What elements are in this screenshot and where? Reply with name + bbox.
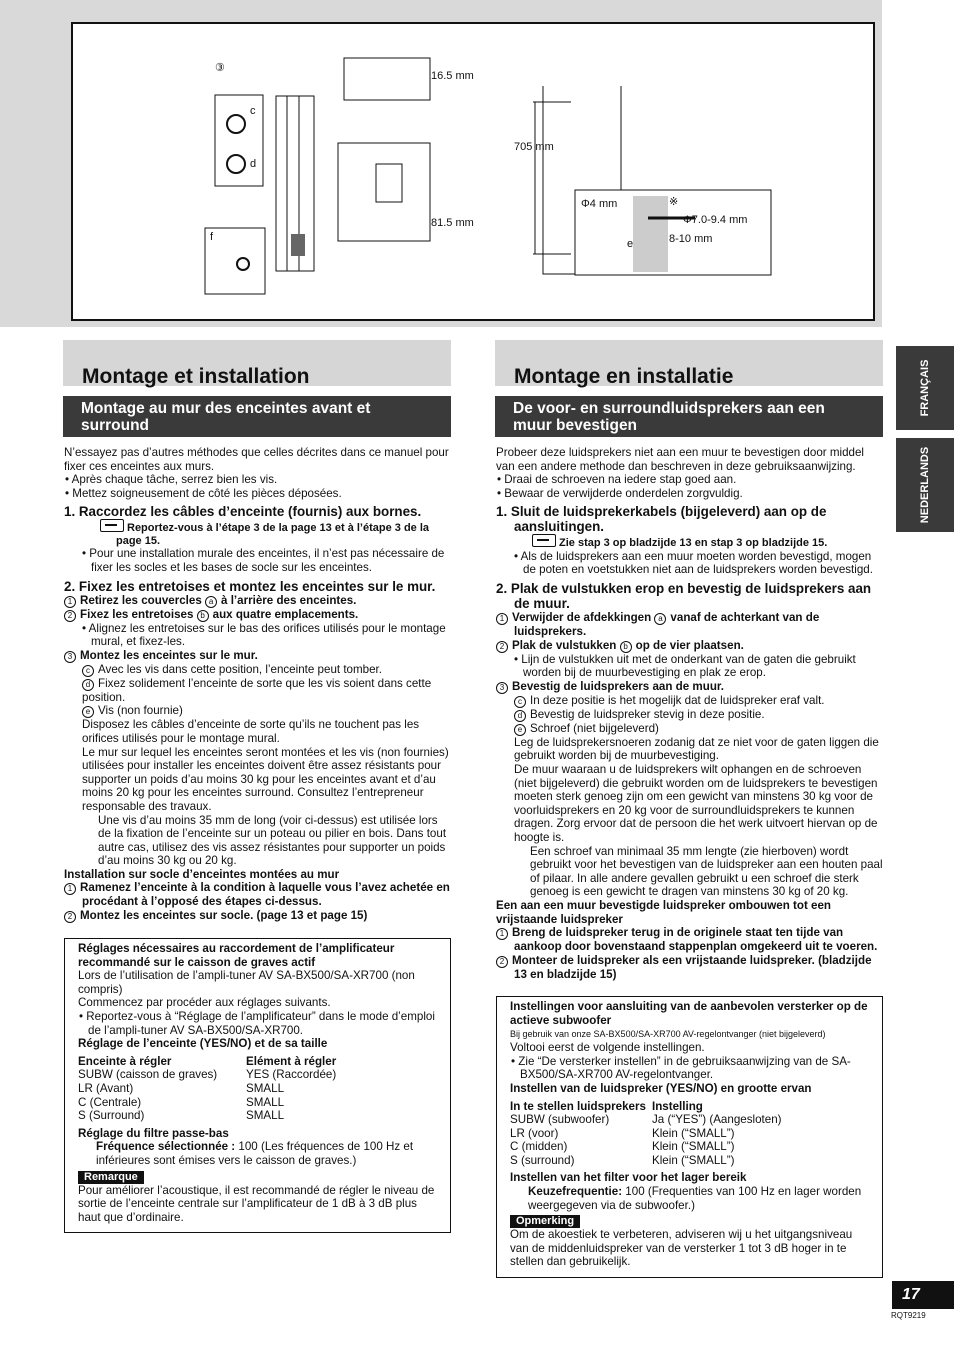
- circled-letter-icon: c: [514, 696, 526, 708]
- fig-dim-phi7: Φ7.0-9.4 mm: [683, 214, 748, 226]
- table-cell: SMALL: [246, 1095, 285, 1109]
- circled-number-icon: 1: [64, 883, 76, 895]
- amplifier-settings-box: [64, 938, 451, 1233]
- substep-1: [64, 594, 451, 608]
- table-cell: YES (Raccordée): [246, 1068, 337, 1082]
- page-number-text: 17: [902, 1286, 920, 1303]
- tab-label: NEDERLANDS: [919, 446, 931, 524]
- circled-number-icon: 3: [64, 651, 76, 663]
- bullet: • Als de luidsprekers aan een muur moeten worden bevestigd, mogen de poten en voetstukken niet aan de luidsprekers worden bevestigd.: [514, 549, 873, 577]
- circled-number-icon: 1: [496, 613, 508, 625]
- paragraph: Leg de luidsprekersnoeren zodanig dat ze niet voor de gaten liggen die gebruikt worden bij de muurbevestiging.: [514, 735, 879, 763]
- frequency-text: 100 (Frequenties van 100 Hz en lager worden weergegeven via de subwoofer.): [528, 1185, 862, 1212]
- circled-number-icon: 3: [496, 682, 508, 694]
- reference-icon: [100, 519, 124, 532]
- table-header: Enceinte à régler: [78, 1054, 172, 1068]
- table-cell: S (surround): [510, 1153, 575, 1167]
- circled-letter-icon: d: [82, 679, 94, 691]
- frequency-text: 100 (Les fréquences de 100 Hz et inférieures sont émises vers le caisson de graves.): [96, 1140, 414, 1167]
- circled-letter-icon: a: [205, 596, 217, 608]
- note-text: Bevestig de luidspreker stevig in deze positie.: [530, 707, 765, 721]
- fig-terminals: [291, 234, 305, 256]
- substep-text: Verwijder de afdekkingen: [512, 611, 652, 625]
- substep-text: Ramenez l’enceinte à la condition à laquelle vous l’avez achetée en procédant à l’opposé des étapes ci-dessus.: [80, 881, 450, 909]
- subheading: Installation sur socle d’enceintes montées au mur: [64, 867, 340, 881]
- step-1: 1. Raccordez les câbles d’enceinte (fournis) aux bornes.: [64, 504, 422, 520]
- note-e: [64, 704, 451, 718]
- table-cell: Ja (“YES”) (Aangesloten): [652, 1113, 782, 1127]
- note-e: [496, 722, 883, 736]
- table-cell: LR (voor): [510, 1126, 559, 1140]
- substep-1: [496, 611, 883, 639]
- substep-text: Fixez les entretoises: [80, 607, 194, 621]
- paragraph: Een schroef van minimaal 35 mm lengte (zie hierboven) wordt gebruikt voor het bevestigen van de luidspreker aan een houten paal of pilaar. In alle andere gevallen gebruikt u een schroef die sterk genoeg is een gewicht te dragen van minstens 30 kg of 20 kg.: [530, 844, 883, 899]
- fig-dim-phi4: Φ4 mm: [581, 198, 618, 210]
- step-1: 1. Sluit de luidsprekerkabels (bijgeleverd) aan op de aansluitingen.: [496, 504, 827, 535]
- bullet: • Alignez les entretoises sur le bas des orifices utilisés pour le montage mural, et fixez-les.: [82, 621, 446, 649]
- box-line: Bij gebruik van onze SA-BX500/SA-XR700 AV-regelontvanger (niet bijgeleverd): [510, 1028, 826, 1039]
- tab-label: FRANÇAIS: [919, 359, 931, 417]
- section-heading: De voor- en surroundluidsprekers aan een muur bevestigen: [495, 396, 883, 437]
- amplifier-settings-box: [496, 996, 883, 1278]
- circled-letter-icon: e: [514, 724, 526, 736]
- settings-table: [510, 1100, 869, 1168]
- socle-step-1: [496, 926, 883, 954]
- circled-letter-icon: b: [620, 641, 632, 653]
- fig-dim-81-5: 81.5 mm: [431, 217, 474, 229]
- remark-badge: Remarque: [78, 1171, 144, 1184]
- substep-2: [496, 639, 883, 653]
- settings-table: [78, 1055, 437, 1123]
- box-bullet: • Zie “De versterker instellen” in de gebruiksaanwijzing van de SA-BX500/SA-XR700 AV-regelontvanger.: [511, 1054, 851, 1082]
- column-french: [63, 340, 451, 1233]
- intro: N’essayez pas d’autres méthodes que celles décrites dans ce manuel pour fixer ces enceintes aux murs.: [64, 446, 449, 473]
- box-subheading: Instellen van de luidspreker (YES/NO) en grootte ervan: [510, 1081, 812, 1095]
- fig-asterisk: ※: [669, 196, 679, 208]
- fig-inset-f: [205, 228, 265, 294]
- table-header: Instelling: [652, 1099, 703, 1113]
- bullet: • Draai de schroeven na iedere stap goed aan.: [497, 473, 737, 487]
- tab-nederlands: [896, 438, 954, 532]
- table-header: Elément à régler: [246, 1054, 337, 1068]
- note-d: [64, 677, 451, 705]
- frequency-label: Fréquence sélectionnée :: [96, 1140, 236, 1154]
- circled-number-icon: 1: [64, 596, 76, 608]
- subheading: Een aan een muur bevestigde luidspreker ombouwen tot een vrijstaande luidspreker: [496, 898, 832, 926]
- table-cell: LR (Avant): [78, 1082, 134, 1095]
- paragraph: Le mur sur lequel les enceintes seront montées et les vis (non fournies) utilisées pour installer les enceintes doivent être assez résistants pour supporter un poids d’au moins 30 kg pour les enceintes avant et d’au moins 20 kg pour les enceintes surround. Consultez l’entrepreneur responsable des travaux.: [82, 745, 449, 813]
- bullet: • Bewaar de verwijderde onderdelen zorgvuldig.: [497, 486, 743, 500]
- box-subheading: Réglage du filtre passe-bas: [78, 1126, 229, 1140]
- box-subheading: Réglage de l’enceinte (YES/NO) et de sa taille: [78, 1037, 328, 1051]
- note-c: [64, 663, 451, 677]
- section-heading: Montage au mur des enceintes avant et surround: [63, 396, 451, 437]
- substep-text: vanaf de achterkant van de luidsprekers.: [514, 611, 820, 639]
- frequency-label: Keuzefrequentie:: [528, 1185, 623, 1199]
- socle-step-2: [64, 909, 451, 923]
- bullet: • Lijn de vulstukken uit met de onderkant van de gaten die gebruikt worden bij de muurbevestiging en plak ze erop.: [514, 652, 856, 680]
- reference-text: Reportez-vous à l’étape 3 de la page 13 et à l’étape 3 de la page 15.: [116, 522, 430, 547]
- step-2: 2. Fixez les entretoises et montez les enceintes sur le mur.: [64, 578, 436, 594]
- reference-icon: [532, 534, 556, 547]
- installation-figure: [71, 22, 875, 321]
- substep-text: Montez les enceintes sur socle. (page 13 et page 15): [80, 909, 368, 923]
- intro: Probeer deze luidsprekers niet aan een muur te bevestigen door middel van een andere methode dan beschreven in deze gebruiksaanwijzing.: [496, 446, 864, 473]
- reference-text: Zie stap 3 op bladzijde 13 en stap 3 op bladzijde 15.: [559, 537, 828, 550]
- box-line: Commencez par procéder aux réglages suivants.: [78, 996, 331, 1010]
- box-subheading: Instellen van het filter voor het lager bereik: [510, 1171, 747, 1185]
- note-text: Schroef (niet bijgeleverd): [530, 721, 659, 735]
- fig-dim-8-10: 8-10 mm: [669, 233, 713, 245]
- circled-letter-icon: a: [654, 613, 666, 625]
- page-title: Montage et installation: [82, 365, 310, 389]
- frequency-setting: [78, 1140, 437, 1167]
- fig-dim-705: 705 mm: [514, 141, 554, 153]
- paragraph: De muur waaraan u de luidsprekers wilt ophangen en de schroeven (niet bijgeleverd) die gebruikt worden om de luidsprekers te bevestigen moeten sterk genoeg zijn om een gewicht van minstens 30 kg voor de voorluidsprekers en 20 kg voor de surroundluidsprekers te kunnen dragen. Zorg ervoor dat de persoon die het werk uitvoert hiervan op de hoogte is.: [514, 763, 878, 844]
- note-text: In deze positie is het mogelijk dat de luidspreker eraf valt.: [530, 693, 825, 707]
- circled-letter-icon: d: [514, 710, 526, 722]
- box-line: Lors de l’utilisation de l’ampli-tuner AV SA-BX500/SA-XR700 (non compris): [78, 969, 415, 996]
- paragraph: Disposez les câbles d’enceinte de sorte qu’ils ne touchent pas les orifices utilisés pour le montage mural.: [82, 718, 420, 745]
- circled-letter-icon: b: [197, 610, 209, 622]
- note-c: [496, 694, 883, 708]
- remark-text: Om de akoestiek te verbeteren, adviseren wij u het uitgangsniveau van de middenluidspreker van de versterker 1 tot 3 dB hoger in te stellen dan gebruikelijk.: [510, 1228, 853, 1269]
- substep-text: aux quatre emplacements.: [212, 607, 359, 621]
- fig-label-f: f: [210, 231, 214, 243]
- substep-text: Retirez les couvercles: [80, 593, 202, 607]
- table-cell: SUBW (caisson de graves): [78, 1068, 218, 1082]
- box-bullet: • Reportez-vous à “Réglage de l’amplificateur” dans le mode d’emploi de l’ampli-tuner AV SA-BX500/SA-XR700.: [79, 1010, 435, 1037]
- substep-3: [496, 680, 883, 694]
- substep-text: à l’arrière des enceintes.: [221, 593, 357, 607]
- substep-text: op de vier plaatsen.: [635, 638, 744, 652]
- box-line: Voltooi eerst de volgende instellingen.: [510, 1041, 705, 1055]
- note-d: [496, 708, 883, 722]
- table-cell: S (Surround): [78, 1109, 145, 1123]
- fig-terminal-plate: [376, 164, 402, 202]
- fig-dim-16-5: 16.5 mm: [431, 70, 474, 82]
- substep-text: Plak de vulstukken: [512, 638, 617, 652]
- table-cell: Klein (“SMALL”): [652, 1140, 735, 1154]
- note-text: Fixez solidement l’enceinte de sorte que les vis soient dans cette position.: [82, 676, 432, 704]
- socle-step-1: [64, 881, 451, 909]
- reference: [514, 534, 883, 550]
- substep-text: Montez les enceintes sur le mur.: [80, 648, 258, 662]
- fig-detail-top: [344, 58, 430, 100]
- tab-francais: [896, 346, 954, 430]
- circled-number-icon: 2: [64, 610, 76, 622]
- substep-2: [64, 608, 451, 622]
- title-bar: [63, 340, 451, 389]
- circled-number-icon: 1: [496, 928, 508, 940]
- circled-letter-icon: e: [82, 706, 94, 718]
- fig-step3-label: ③: [215, 62, 225, 74]
- box-title: Réglages nécessaires au raccordement de l’amplificateur recommandé sur le caisson de graves actif: [78, 942, 395, 969]
- box-title: Instellingen voor aansluiting van de aanbevolen versterker op de actieve subwoofer: [510, 1000, 868, 1027]
- table-cell: C (Centrale): [78, 1095, 142, 1109]
- substep-text: Bevestig de luidsprekers aan de muur.: [512, 679, 724, 693]
- table-cell: SUBW (subwoofer): [510, 1113, 610, 1127]
- substep-text: Monteer de luidspreker als een vrijstaande luidspreker. (bladzijde 13 en bladzijde 15): [512, 953, 872, 981]
- circled-number-icon: 2: [496, 956, 508, 968]
- paragraph: Une vis d’au moins 35 mm de long (voir ci-dessus) est utilisée lors de la fixation de l’enceinte sur un poteau ou pilier en bois. Dans tout autre cas, utilisez des vis assez résistantes pour supporter un poids d’au moins 30 kg ou 20 kg.: [98, 813, 447, 868]
- step-2: 2. Plak de vulstukken erop en bevestig de luidsprekers aan de muur.: [496, 581, 872, 612]
- table-cell: SMALL: [246, 1109, 285, 1123]
- circled-number-icon: 2: [64, 911, 76, 923]
- fig-label-c: c: [250, 105, 256, 117]
- circled-letter-icon: c: [82, 665, 94, 677]
- reference: [82, 519, 451, 547]
- installation-diagram: [73, 24, 873, 319]
- page-title: Montage en installatie: [514, 365, 734, 389]
- substep-text: Breng de luidspreker terug in de originele staat ten tijde van aankoop door bovenstaand stappenplan omgekeerd uit te voeren.: [512, 926, 878, 954]
- remark-badge: Opmerking: [510, 1215, 580, 1228]
- bullet: • Pour une installation murale des enceintes, il n’est pas nécessaire de fixer les socles et les bases de socle sur les enceintes.: [82, 547, 445, 574]
- bullet: • Mettez soigneusement de côté les pièces déposées.: [65, 486, 342, 500]
- table-cell: Klein (“SMALL”): [652, 1153, 735, 1167]
- remark-text: Pour améliorer l’acoustique, il est recommandé de régler le niveau de sortie de l’enceinte centrale sur l’amplificateur de 1 dB à 3 dB plus haut que d’ordinaire.: [78, 1183, 435, 1224]
- socle-step-2: [496, 954, 883, 982]
- table-header: In te stellen luidsprekers: [510, 1099, 646, 1113]
- title-bar: [495, 340, 883, 389]
- document-code: RQT9219: [891, 1311, 926, 1320]
- fig-label-e: e: [627, 238, 634, 250]
- table-cell: Klein (“SMALL”): [652, 1126, 735, 1140]
- substep-3: [64, 649, 451, 663]
- circled-number-icon: 2: [496, 641, 508, 653]
- table-cell: C (midden): [510, 1140, 568, 1154]
- frequency-setting: [510, 1185, 869, 1212]
- page-number: [892, 1281, 954, 1309]
- note-text: Vis (non fournie): [98, 704, 183, 718]
- fig-label-d: d: [250, 158, 257, 170]
- table-cell: SMALL: [246, 1082, 285, 1095]
- bullet: • Après chaque tâche, serrez bien les vis.: [65, 473, 278, 487]
- fig-wall-section: [633, 196, 668, 272]
- note-text: Avec les vis dans cette position, l’enceinte peut tomber.: [98, 662, 382, 676]
- column-dutch: [495, 340, 883, 1278]
